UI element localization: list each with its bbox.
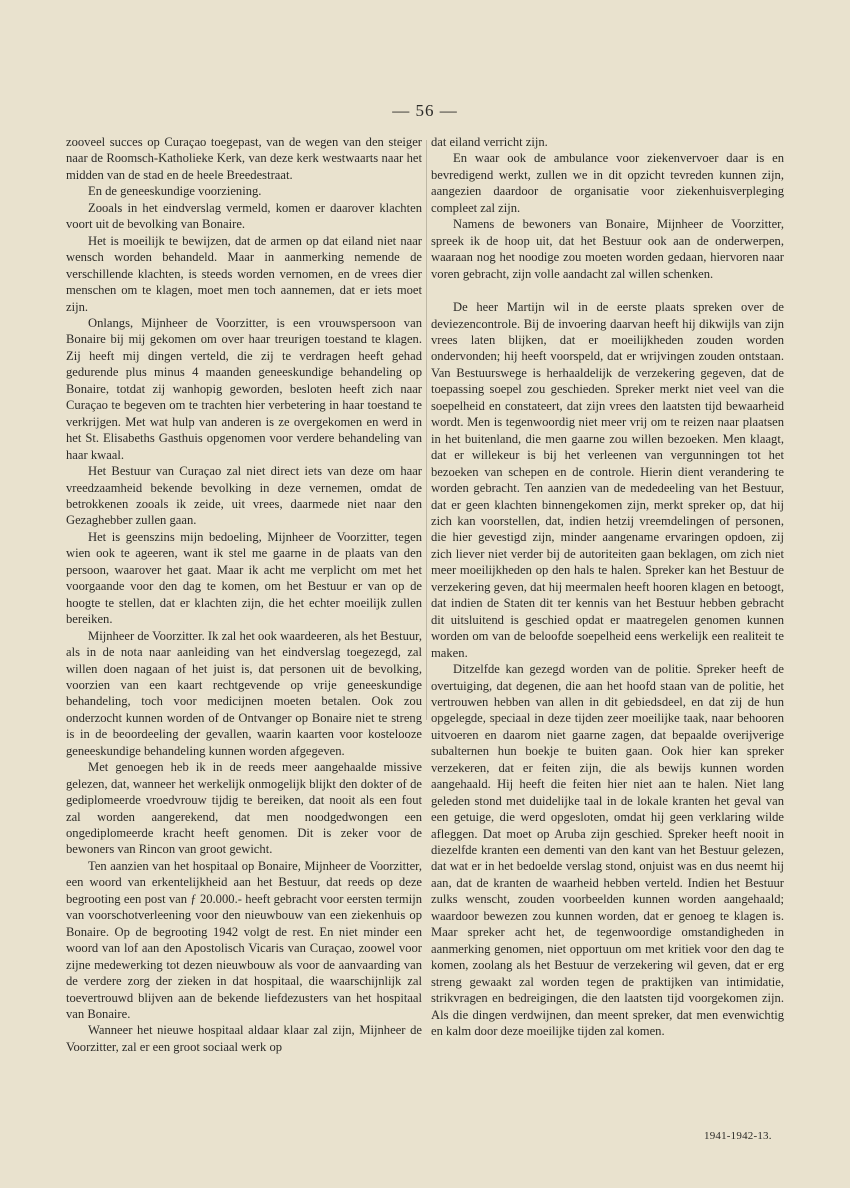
paragraph: Het is moeilijk te bewijzen, dat de armen op dat eiland niet naar wensch worden behandeld. Maar in aanmerking nemende de verschillende klachten, is steeds worden vernomen, en de vrees dier menschen om te klagen, moet men toch aannemen, dat er iets moet zijn. <box>66 233 422 314</box>
paragraph: De heer Martijn wil in de eerste plaats spreken over de deviezencontrole. Bij de invoering daarvan heeft hij dikwijls van zijn vrees laten blijken, dat er moeilijkheden zouden worden ondervonden; hij heeft voorspeld, dat er wrijvingen zouden ontstaan. Van Bestuurswege is herhaaldelijk de verzekering gegeven, dat de toepassing soepel zou geschieden. Spreker merkt niet veel van die soepelheid en constateert, dat zijn vrees den laatsten tijd bewaarheid wordt. Men is tegenwoordig niet meer vrij om te reizen naar plaatsen in het buitenland, die men gaarne zou willen bezoeken. Men klaagt, dat er willekeur is bij het verleenen van vergunningen tot het bezoeken van schepen en de controle. Hierin dient verandering te worden gebracht. Ten aanzien van de mededeeling van het Bestuur, dat er geen klachten binnengekomen zijn, merkt spreker op, dat hij zich kan voorstellen, dat, indien hetzij vreemdelingen of personen, die hier gevestigd zijn, minder aangename ervaringen opdoen, zij zich liever niet verder bij de autoriteiten gaan beklagen, om zich niet meer moeilijkheden op den hals te halen. Spreker kan het Bestuur de verzekering geven, dat hij meermalen heeft hooren klagen en betoogt, dat indien de Staten dit ter kennis van het Bestuur hebben gebracht dit uitsluitend is geschied opdat er maatregelen genomen kunnen worden om van de beloofde soepelheid eens werkelijk een realiteit te maken. <box>431 300 784 660</box>
paragraph: Onlangs, Mijnheer de Voorzitter, is een vrouwspersoon van Bonaire bij mij gekomen om over haar treurigen toestand te klagen. Zij heeft mij dingen verteld, die zij te verdragen heeft gehad gedurende plus minus 4 maanden geneeskundige behandeling op Bonaire, totdat zij wanhopig geworden, besloten heeft zich naar Curaçao te begeven om te trachten hier verbetering in haar toestand te verkrijgen. Met wat hulp van anderen is ze overgekomen en werd in het St. Elisabeths Gasthuis opgenomen voor verdere behandeling van haar kwaal. <box>66 315 422 462</box>
paragraph: En waar ook de ambulance voor ziekenvervoer daar is en bevredigend werkt, zullen we in dit opzicht tevreden kunnen zijn, aangezien daardoor de organisatie voor ziekenhuisverpleging compleet zal zijn. <box>431 151 784 215</box>
paragraph: zooveel succes op Curaçao toegepast, van de wegen van den steiger naar de Roomsch-Katholieke Kerk, van deze kerk westwaarts naar het midden van de stad en de heele Breedestraat. <box>66 135 422 182</box>
left-column <box>66 134 422 1055</box>
paragraph: Mijnheer de Voorzitter. Ik zal het ook waardeeren, als het Bestuur, als in de nota naar aanleiding van het eindverslag toegezegd, zal willen doen nagaan of het juist is, dat personen uit de bevolking, voorzien van een kaart rechtgevende op vrije geneeskundige behandeling, toch voor medicijnen moeten betalen. Ook zou onderzocht kunnen worden of de Ontvanger op Bonaire niet te streng is in de beoordeeling der gevallen, waarin kaarten voor kostelooze geneeskundige behandeling kunnen worden afgegeven. <box>66 628 422 758</box>
right-column <box>431 134 784 1039</box>
page-number: — 56 — <box>392 101 458 120</box>
paragraph: Met genoegen heb ik in de reeds meer aangehaalde missive gelezen, dat, wanneer het werkelijk onmogelijk blijkt den dokter of de gediplomeerde vroedvrouw tijdig te bereiken, dat nooit als een fout zal worden aangerekend, dat men noodgedwongen een ongediplomeerde kracht heeft genomen. Dit is zeker voor de bewoners van Rincon van groot gewicht. <box>66 760 422 857</box>
paragraph: En de geneeskundige voorziening. <box>88 184 262 199</box>
column-divider <box>426 140 427 720</box>
paragraph: Het is geenszins mijn bedoeling, Mijnheer de Voorzitter, tegen wien ook te ageeren, want ik stel me gaarne in de plaats van den persoon, waarover het gaat. Maar ik acht me verplicht om met het voorgaande voor den dag te komen, om het Bestuur er van op de hoogte te stellen, dat er klachten zijn, die het echter moeilijk zullen bereiken. <box>66 529 422 627</box>
paragraph: dat eiland verricht zijn. <box>431 135 548 149</box>
paragraph: Namens de bewoners van Bonaire, Mijnheer de Voorzitter, spreek ik de hoop uit, dat het Bestuur ook aan de onderwerpen, waaraan nog het noodige zou moeten worden gedaan, hiervoren naar voren gebracht, zijn volle aandacht zal willen schenken. <box>431 217 784 281</box>
paragraph: Ten aanzien van het hospitaal op Bonaire, Mijnheer de Voorzitter, een woord van erkentelijkheid aan het Bestuur, dat reeds op deze begrooting een post van ƒ 20.000.- heeft gebracht voor eersten termijn van voorschotverleening voor den nieuwbouw van een ziekenhuis op Bonaire. Op de begrooting 1942 volgt de rest. En niet minder een woord van lof aan den Apostolisch Vicaris van Curaçao, zoowel voor zijne medewerking tot dezen nieuwbouw als voor de aanvaarding van de verdere zorg der zieken in dat hospitaal, die waarschijnlijk zal toevertrouwd blijven aan de bekende liefdezusters van het hospitaal van Bonaire. <box>66 858 422 1022</box>
paragraph: Zooals in het eindverslag vermeld, komen er daarover klachten voort uit de bevolking van Bonaire. <box>66 200 422 232</box>
paragraph: Ditzelfde kan gezegd worden van de politie. Spreker heeft de overtuiging, dat degenen, die aan het hoofd staan van de politie, het vertrouwen hebben van allen in dit gebiedsdeel, en dat zij de hun opgelegde, speciaal in deze tijden zeer moeilijke taak, naar behooren uitvoeren en daarom niet gaarne zagen, dat bepaalde overijverige subalternen hun boekje te buiten gaan. Ook hier kan spreker verzekeren, dat er feiten zijn, die als bewijs kunnen worden aangehaald. Hij heeft die feiten hier niet aan te halen. Niet lang geleden stond met duidelijke taal in de lokale kranten het geval van een getuige, die werd opgesloten, omdat hij geen verklaring wilde afleggen. Dat moet op Aruba zijn geschied. Spreker heeft nooit in diezelfde kranten een dementi van den kant van het Bestuur gelezen, dat wat er in het bedoelde verslag stond, onjuist was en dus neemt hij aan, dat de kranten de waarheid hebben verteld. Indien het Bestuur zulks wenscht, zouden voorbeelden kunnen worden aangehaald; waardoor bewezen zou kunnen worden, dat er genoeg te klagen is. Maar spreker acht het, de tegenwoordige omstandigheden in aanmerking genomen, niet opportuun om met kritiek voor den dag te komen, zoolang als het Bestuur de verzekering wil geven, dat er erg streng gewaakt zal worden tegen de praktijken van intimidatie, strikvragen en bedreigingen, die den laatsten tijd voorgekomen zijn. Als die dingen verdwijnen, dan meent spreker, dat men evenwichtig en kalm door deze moeilijke tijden zal komen. <box>431 662 784 1039</box>
paragraph: Wanneer het nieuwe hospitaal aldaar klaar zal zijn, Mijnheer de Voorzitter, zal er een groot sociaal werk op <box>66 1023 422 1054</box>
paragraph: Het Bestuur van Curaçao zal niet direct iets van deze om haar vreedzaamheid bekende bevolking in deze vernemen, omdat de betrokkenen zooals ik zeide, uit vrees, daarmede niet naar den Gezaghebber zullen gaan. <box>66 464 422 528</box>
footer-code: 1941-1942-13. <box>704 1130 772 1142</box>
